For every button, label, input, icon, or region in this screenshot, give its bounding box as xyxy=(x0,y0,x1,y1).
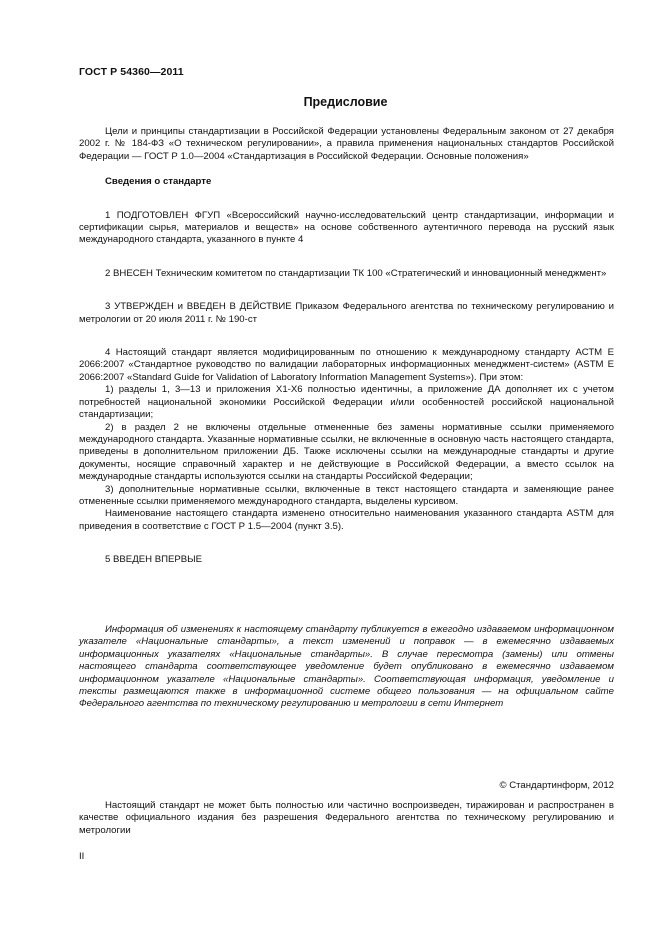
item-4: 4 Настоящий стандарт является модифицированным по отношению к международному стандарту АСТМ Е 2066:2007 «Стандартное руководство по валидации лабораторных информационных менеджмент-систем» (ASTM E 2066:2007 «Standard Guide for Validation of Laboratory Information Management Systems»). При этом: xyxy=(79,347,614,383)
item-5: 5 ВВЕДЕН ВПЕРВЫЕ xyxy=(105,554,203,566)
main-content xyxy=(79,126,614,567)
item-4-note: Наименование настоящего стандарта изменено относительно наименования указанного стандарта ASTM для приведения в соответствие с ГОСТ Р 1.5—2004 (пункт 3.5). xyxy=(79,508,614,532)
item-4-sub-1: 1) разделы 1, 3—13 и приложения Х1-Х6 полностью идентичны, а приложение ДА дополняет их с учетом потребностей национальной экономики Российской Федерации и/или особенностей российской национальной стандартизации; xyxy=(79,384,614,421)
legal-block xyxy=(79,800,614,837)
notice-block xyxy=(79,624,614,711)
legal-paragraph: Настоящий стандарт не может быть полностью или частично воспроизведен, тиражирован и распространен в качестве официального издания без разрешения Федерального агентства по техническому регулированию и метрологии xyxy=(79,800,614,836)
page-title: Предисловие xyxy=(303,95,388,109)
standard-code: ГОСТ Р 54360—2011 xyxy=(79,66,184,78)
item-3: 3 УТВЕРЖДЕН и ВВЕДЕН В ДЕЙСТВИЕ Приказом Федерального агентства по техническому регулированию и метрологии от 20 июля 2011 г. № 190-ст xyxy=(79,301,614,325)
item-4-sub-2: 2) в раздел 2 не включены отдельные отмененные без замены нормативные ссылки применяемого международного стандарта. Указанные нормативные ссылки, не включенные в основную часть настоящего стандарта, приведены в дополнительном приложении ДБ. Также исключены ссылки на международные стандарты и другие документы, носящие справочный характер и не действующие в Российской Федерации, а вместо ссылок на международные стандарты используются ссылки на стандарты Российской Федерации; xyxy=(79,421,614,483)
copyright: © Стандартинформ, 2012 xyxy=(499,780,614,791)
item-1: 1 ПОДГОТОВЛЕН ФГУП «Всероссийский научно-исследовательский центр стандартизации, информации и сертификации сырья, материалов и веществ» на основе собственного аутентичного перевода на русский язык международного стандарта, указанного в пункте 4 xyxy=(79,209,614,246)
page-number: II xyxy=(79,851,85,862)
item-2: 2 ВНЕСЕН Техническим комитетом по стандартизации ТК 100 «Стратегический и инновационный менеджмент» xyxy=(105,267,607,279)
intro-paragraph: Цели и принципы стандартизации в Российской Федерации установлены Федеральным законом от 27 декабря 2002 г. № 184-ФЗ «О техническом регулировании», а правила применения национальных стандартов Российской Федерации — ГОСТ Р 1.0—2004 «Стандартизация в Российской Федерации. Основные положения» xyxy=(79,126,614,162)
item-4-sub-3: 3) дополнительные нормативные ссылки, включенные в текст настоящего стандарта и заменяющие ранее отмененные ссылки применяемого международного стандарта, выделены курсивом. xyxy=(79,483,614,507)
subheading: Сведения о стандарте xyxy=(105,176,212,188)
notice-paragraph: Информация об изменениях к настоящему стандарту публикуется в ежегодно издаваемом информационном указателе «Национальные стандарты», а текст изменений и поправок — в ежемесячно издаваемых информационных указателях «Национальные стандарты». В случае пересмотра (замены) или отмены настоящего стандарта соответствующее уведомление будет опубликовано в ежемесячно издаваемом информационном указателе «Национальные стандарты». Соответствующая информация, уведомление и тексты размещаются также в информационной системе общего пользования — на официальном сайте Федерального агентства по техническому регулированию и метрологии в сети Интернет xyxy=(79,624,614,710)
